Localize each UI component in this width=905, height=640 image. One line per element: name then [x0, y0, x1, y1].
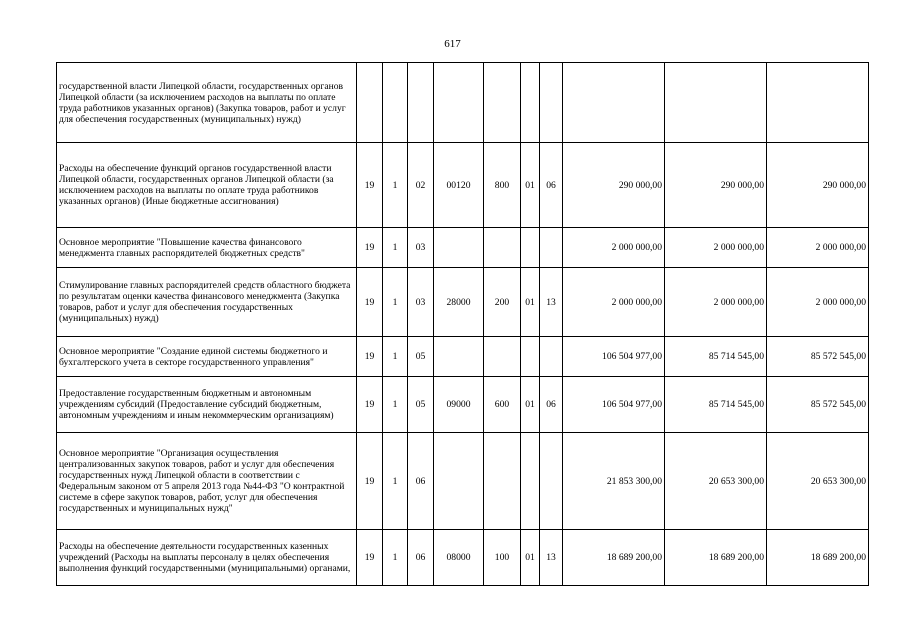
amount-year-3: 18 689 200,00 [767, 530, 869, 586]
amount-year-1: 106 504 977,00 [563, 377, 665, 433]
amount-year-3: 85 572 545,00 [767, 377, 869, 433]
table-row [57, 268, 869, 337]
amount-year-2: 85 714 545,00 [665, 337, 767, 377]
row-description: Расходы на обеспечение функций органов государственной власти Липецкой области, государственных органов Липецкой области (за исключением расходов на выплаты по оплате труда работников указанных органов) (Иные бюджетные ассигнования) [57, 143, 357, 228]
amount-year-1 [563, 63, 665, 143]
expense-type-code [484, 433, 521, 530]
expense-type-code: 200 [484, 268, 521, 337]
row-description: государственной власти Липецкой области, государственных органов Липецкой области (за исключением расходов на выплаты по оплате труда работников указанных органов) (Закупка товаров, работ и услуг для обеспечения государственных (муниципальных) нужд) [57, 63, 357, 143]
amount-year-2: 20 653 300,00 [665, 433, 767, 530]
activity-code: 03 [408, 228, 434, 268]
subprogram-code [383, 63, 408, 143]
program-code: 19 [357, 530, 383, 586]
row-description: Основное мероприятие "Создание единой системы бюджетного и бухгалтерского учета в секторе государственного управления" [57, 337, 357, 377]
program-code: 19 [357, 337, 383, 377]
section-code [521, 228, 540, 268]
subprogram-code: 1 [383, 337, 408, 377]
direction-code [434, 337, 484, 377]
row-description: Основное мероприятие "Повышение качества финансового менеджмента главных распорядителей бюджетных средств" [57, 228, 357, 268]
amount-year-2: 290 000,00 [665, 143, 767, 228]
amount-year-2: 85 714 545,00 [665, 377, 767, 433]
subsection-code [540, 433, 563, 530]
amount-year-1: 290 000,00 [563, 143, 665, 228]
program-code: 19 [357, 268, 383, 337]
expense-type-code [484, 63, 521, 143]
activity-code: 05 [408, 377, 434, 433]
program-code: 19 [357, 228, 383, 268]
program-code [357, 63, 383, 143]
expense-type-code [484, 228, 521, 268]
expense-type-code: 800 [484, 143, 521, 228]
row-description: Стимулирование главных распорядителей средств областного бюджета по результатам оценки качества финансового менеджмента (Закупка товаров, работ и услуг для обеспечения государственных (муниципальных) нужд) [57, 268, 357, 337]
subprogram-code: 1 [383, 268, 408, 337]
table-row [57, 530, 869, 586]
amount-year-1: 106 504 977,00 [563, 337, 665, 377]
section-code: 01 [521, 377, 540, 433]
subsection-code [540, 228, 563, 268]
expense-type-code [484, 337, 521, 377]
direction-code: 08000 [434, 530, 484, 586]
amount-year-1: 2 000 000,00 [563, 268, 665, 337]
section-code: 01 [521, 268, 540, 337]
program-code: 19 [357, 433, 383, 530]
table-row [57, 337, 869, 377]
table-row [57, 433, 869, 530]
amount-year-1: 18 689 200,00 [563, 530, 665, 586]
subsection-code: 13 [540, 268, 563, 337]
direction-code [434, 433, 484, 530]
subsection-code [540, 63, 563, 143]
activity-code: 06 [408, 530, 434, 586]
table-row [57, 228, 869, 268]
program-code: 19 [357, 143, 383, 228]
amount-year-3: 2 000 000,00 [767, 228, 869, 268]
subsection-code: 06 [540, 143, 563, 228]
direction-code: 00120 [434, 143, 484, 228]
activity-code [408, 63, 434, 143]
direction-code [434, 228, 484, 268]
expense-type-code: 100 [484, 530, 521, 586]
subprogram-code: 1 [383, 143, 408, 228]
amount-year-2: 2 000 000,00 [665, 228, 767, 268]
amount-year-2: 2 000 000,00 [665, 268, 767, 337]
direction-code: 09000 [434, 377, 484, 433]
page-number: 617 [444, 38, 461, 50]
section-code: 01 [521, 143, 540, 228]
direction-code [434, 63, 484, 143]
row-description: Основное мероприятие "Организация осуществления централизованных закупок товаров, работ и услуг для обеспечения государственных нужд Липецкой области в соответствии с Федеральным законом от 5 апреля 2013 года №44-ФЗ "О контрактной системе в сфере закупок товаров, работ, услуг для обеспечения государственных и муниципальных нужд" [57, 433, 357, 530]
direction-code: 28000 [434, 268, 484, 337]
program-code: 19 [357, 377, 383, 433]
subprogram-code: 1 [383, 377, 408, 433]
subsection-code [540, 337, 563, 377]
section-code [521, 337, 540, 377]
amount-year-3: 2 000 000,00 [767, 268, 869, 337]
amount-year-1: 2 000 000,00 [563, 228, 665, 268]
row-description: Расходы на обеспечение деятельности государственных казенных учреждений (Расходы на выплаты персоналу в целях обеспечения выполнения функций государственными (муниципальными) органами, [57, 530, 357, 586]
subsection-code: 13 [540, 530, 563, 586]
amount-year-2 [665, 63, 767, 143]
activity-code: 05 [408, 337, 434, 377]
subprogram-code: 1 [383, 530, 408, 586]
row-description: Предоставление государственным бюджетным и автономным учреждениям субсидий (Предоставление субсидий бюджетным, автономным учреждениям и иным некоммерческим организациям) [57, 377, 357, 433]
activity-code: 03 [408, 268, 434, 337]
subsection-code: 06 [540, 377, 563, 433]
subprogram-code: 1 [383, 228, 408, 268]
section-code [521, 63, 540, 143]
table-row [57, 63, 869, 143]
amount-year-3: 20 653 300,00 [767, 433, 869, 530]
budget-table [56, 62, 869, 586]
subprogram-code: 1 [383, 433, 408, 530]
table-row [57, 143, 869, 228]
amount-year-3 [767, 63, 869, 143]
section-code [521, 433, 540, 530]
expense-type-code: 600 [484, 377, 521, 433]
amount-year-3: 290 000,00 [767, 143, 869, 228]
amount-year-1: 21 853 300,00 [563, 433, 665, 530]
amount-year-2: 18 689 200,00 [665, 530, 767, 586]
activity-code: 02 [408, 143, 434, 228]
section-code: 01 [521, 530, 540, 586]
table-row [57, 377, 869, 433]
amount-year-3: 85 572 545,00 [767, 337, 869, 377]
activity-code: 06 [408, 433, 434, 530]
